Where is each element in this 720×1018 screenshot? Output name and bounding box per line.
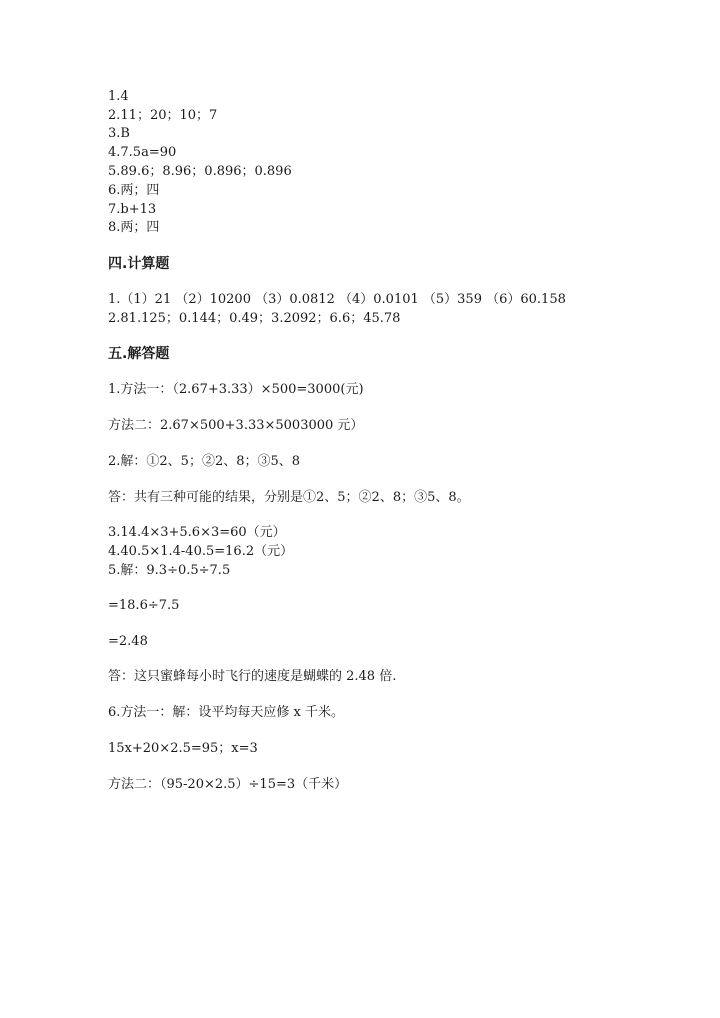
answer-line: 5.89.6；8.96；0.896；0.896 [108, 164, 292, 179]
answer-line: 2.解：①2、5；②2、8；③5、8 [108, 454, 301, 469]
answer-line: 2.81.125；0.144；0.49；3.2092；6.6；45.78 [108, 311, 401, 326]
section-heading-word-problems: 五.解答题 [108, 346, 170, 362]
answer-line: 15x+20×2.5=95；x=3 [108, 741, 258, 756]
answer-line: 答：共有三种可能的结果，分别是①2、5；②2、8；③5、8。 [108, 490, 470, 505]
answer-line: 3.B [108, 126, 130, 141]
answer-line: 5.解：9.3÷0.5÷7.5 [108, 563, 231, 578]
answer-line: 方法二：2.67×500+3.33×5003000 元） [108, 418, 364, 433]
answer-line: 1.方法一：（2.67+3.33）×500=3000(元) [108, 382, 364, 397]
answer-line: 4.40.5×1.4-40.5=16.2（元） [108, 544, 294, 559]
answer-line: =2.48 [108, 634, 148, 649]
answer-line: 3.14.4×3+5.6×3=60（元） [108, 525, 286, 540]
answer-line: =18.6÷7.5 [108, 598, 180, 613]
section-heading-calculation: 四.计算题 [108, 256, 170, 272]
answer-line: 6.方法一：解：设平均每天应修 x 千米。 [108, 705, 344, 720]
answer-line: 8.两；四 [108, 220, 160, 235]
answer-line: 1.4 [108, 89, 129, 104]
answer-line: 方法二：（95-20×2.5）÷15=3（千米） [108, 777, 348, 792]
answer-line: 6.两；四 [108, 183, 160, 198]
answer-line: 答：这只蜜蜂每小时飞行的速度是蝴蝶的 2.48 倍. [108, 669, 397, 684]
answer-line: 7.b+13 [108, 202, 157, 217]
answer-line: 2.11；20；10；7 [108, 108, 218, 123]
answer-line: 1.（1）21 （2）10200 （3）0.0812 （4）0.0101 （5）359 （6）60.158 [108, 292, 566, 307]
answer-line: 4.7.5a=90 [108, 145, 177, 160]
